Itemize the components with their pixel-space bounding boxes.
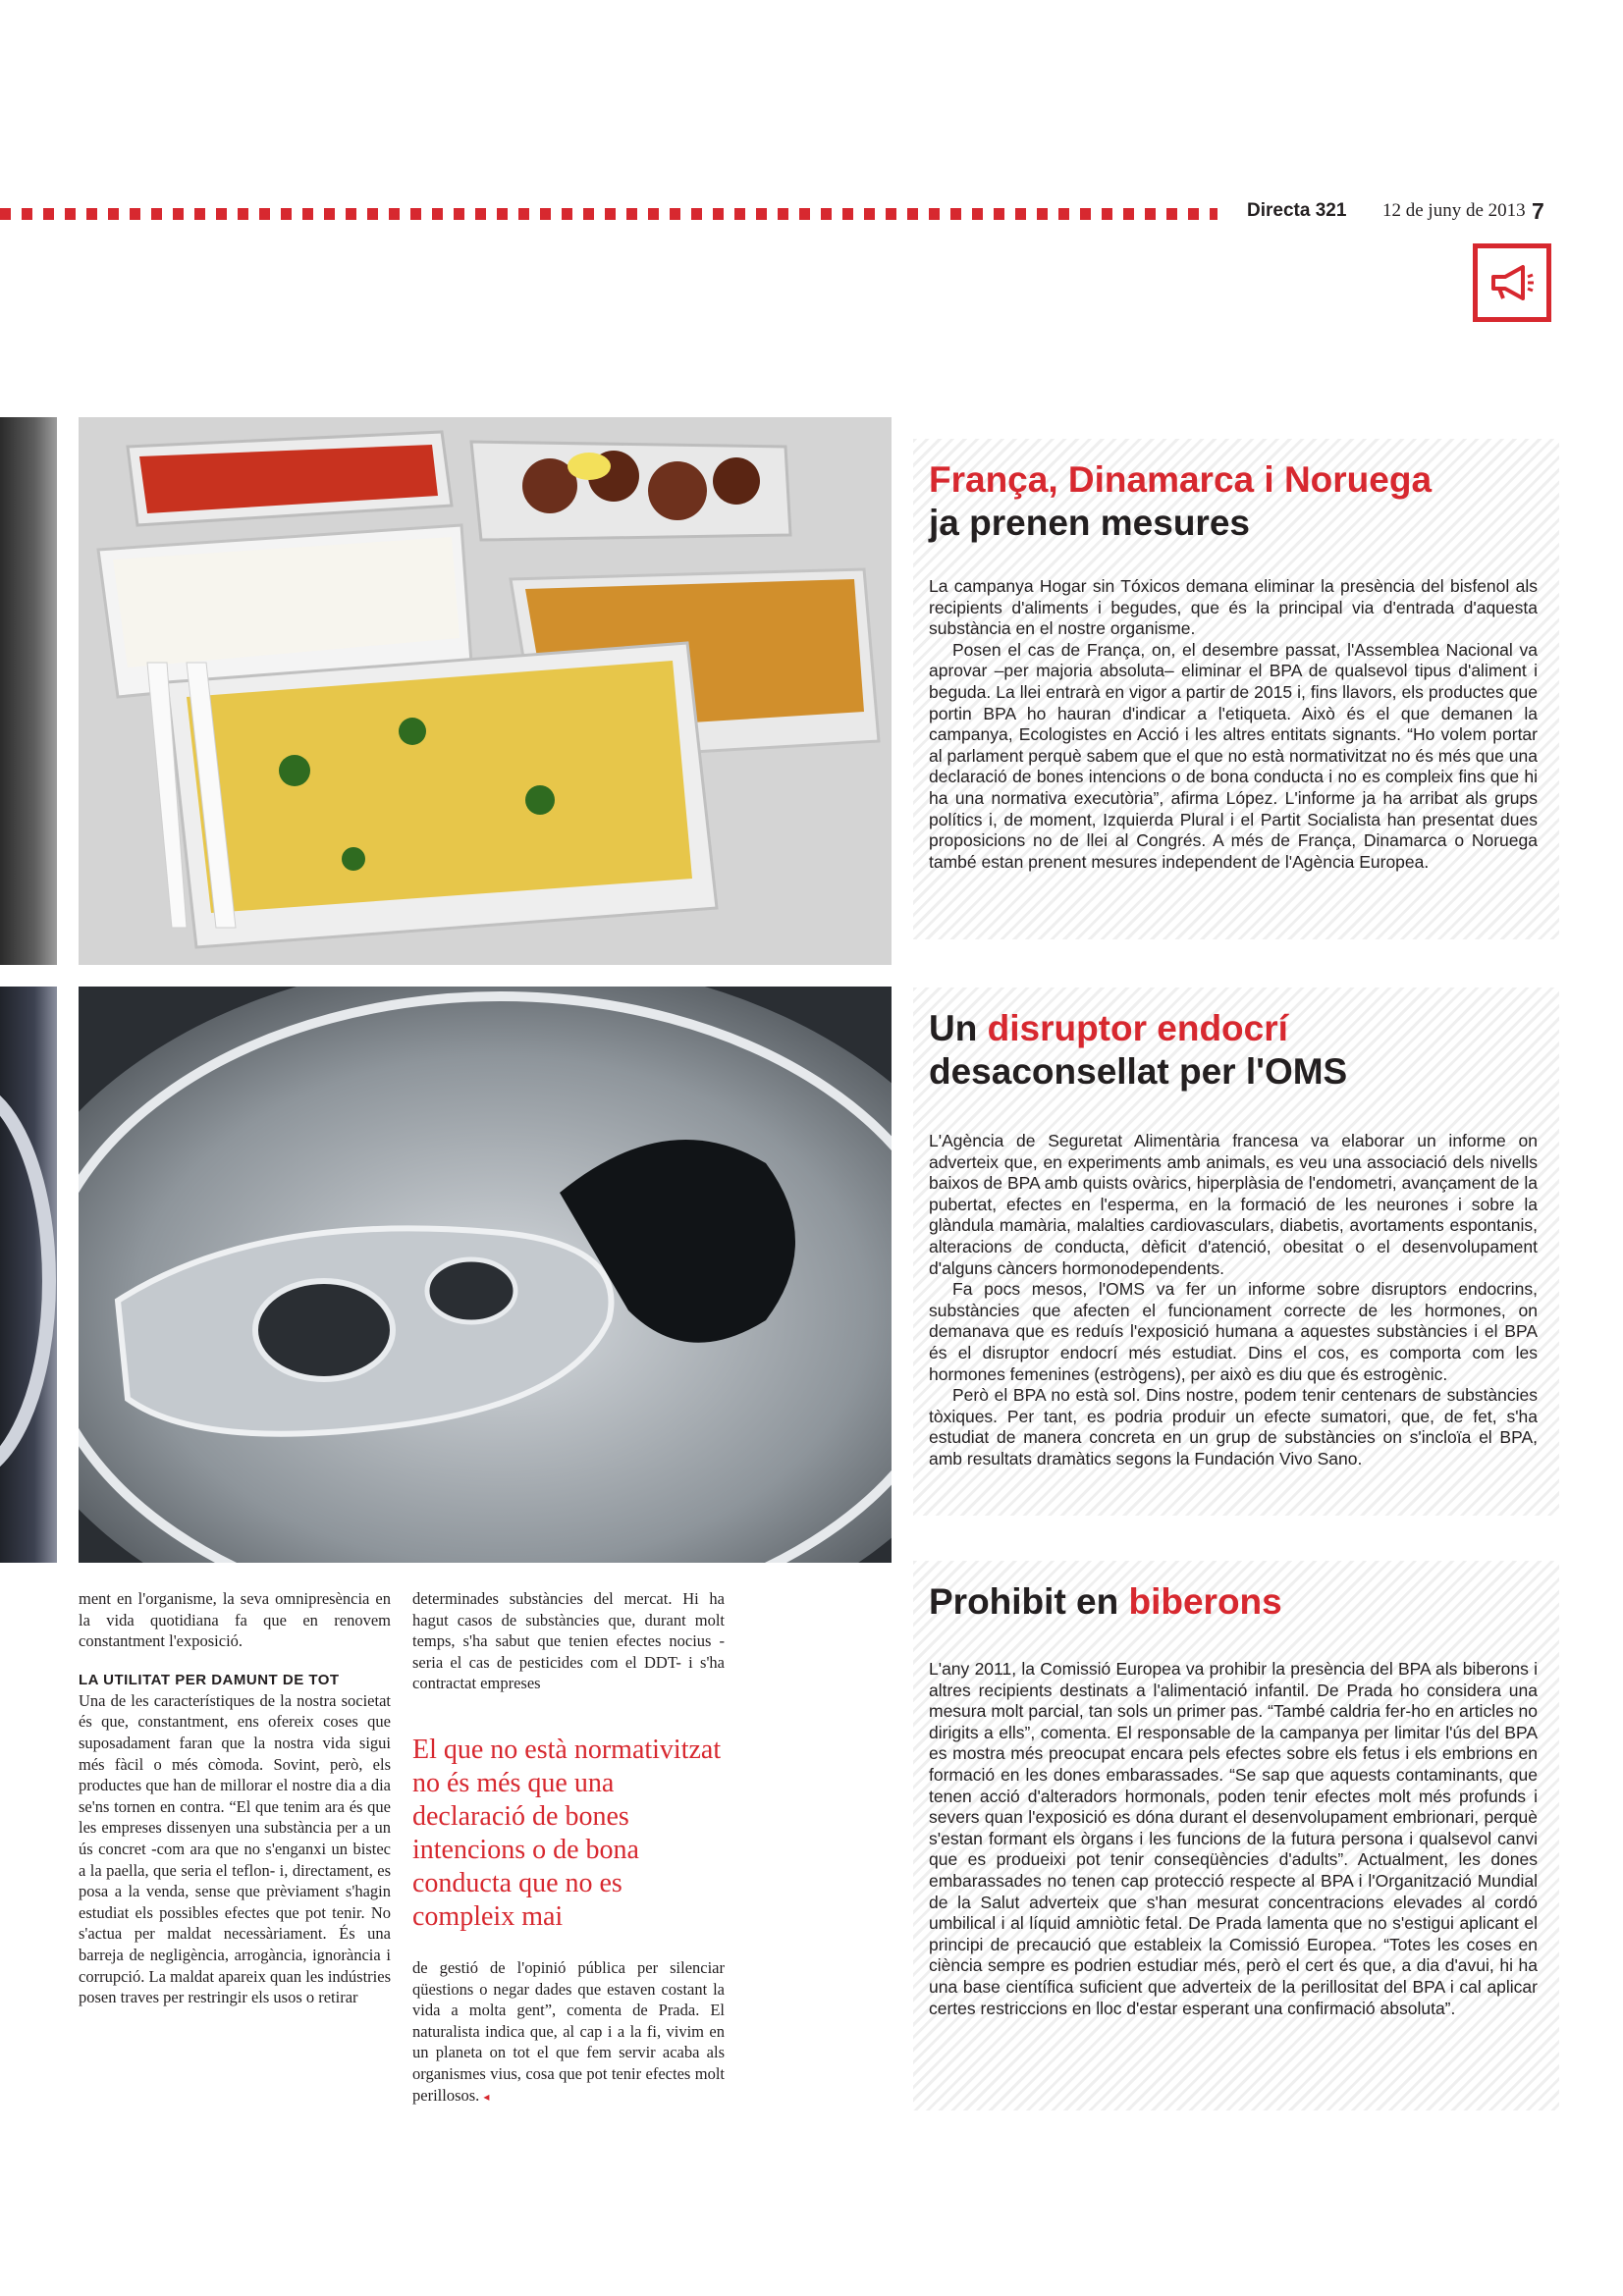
sidebar3-title xyxy=(929,1580,1282,1624)
sidebar2-paragraph: Però el BPA no està sol. Dins nostre, podem tenir centenars de substàncies tòxiques. Per tant, es podria produir un efecte sumatori, que, de fet, s'ha estudiat de manera concreta en un grup de substàncies on s'incloïa el BPA, amb resultats dramàtics segons la Fundación Vivo Sano. xyxy=(929,1385,1538,1468)
sidebar3-title-pre: Prohibit en xyxy=(929,1581,1129,1622)
sidebar3-paragraph: L'any 2011, la Comissió Europea va prohibir la presència del BPA als biberons i altres recipients destinats a l'alimentació infantil. De Prada ho considera una mesura molt parcial, tan sols un primer pas. “També caldria fer-ho en articles no dirigits a ells”, comenta. El responsable de la campanya per limitar l'ús del BPA es mostra més preocupat encara pels efectes sobre els fetus i els embrions en formació en les dones embarassades. “Se sap que aquests contaminants, que tenen acció d'alteradors hormonals, poden tenir efectes molt més profunds i severs quan l'exposició es dóna durant el desenvolupament embrionari, perquè s'estan formant els òrgans i les funcions de la futura persona i qualsevol canvi que es produeixi pot tenir conseqüències d'adults”. Actualment, les dones embarassades no tenen cap protecció respecte al BPA i l'Organització Mundial de la Salut adverteix que s'han mesurat concentracions elevades al cordó umbilical i al líquid amniòtic fetal. De Prada lamenta que no s'estigui aplicant el principi de precaució que estableix la Comissió Europea. “Totes les coses en ciència sempre es podrien estudiar més, però el cert és que, a dia d'avui, hi ha una base científica suficient que adverteix de la perillositat del BPA i cal aplicar certes restriccions en lloc d'estar esperant una confirmació absoluta”. xyxy=(929,1659,1538,2018)
megaphone-icon xyxy=(1473,243,1551,322)
body-column-2-bottom xyxy=(412,1957,725,2108)
sidebar2-title-line1 xyxy=(929,1007,1288,1050)
pull-quote: El que no està normativitzat no és més que una declaració de bones intencions o de bona conducta que no es compleix mai xyxy=(412,1735,722,1932)
sidebar2-paragraph: L'Agència de Seguretat Alimentària francesa va elaborar un informe on adverteix que, en experiments amb animals, es veu una associació dels nivells baixos de BPA amb quists ovàrics, hiperplàsia de l'endometri, avançament de la pubertat, efectes en l'esperma, en la formació de les neurones i sobre la glàndula mamària, malalties cardiovasculars, diabetis, avortaments espontanis, alteracions de conducta, dèficit d'atenció, obesitat o el desenvolupament d'alguns càncers hormonodependents. xyxy=(929,1131,1538,1278)
body-paragraph xyxy=(412,1957,725,2108)
body-paragraph-text: de gestió de l'opinió pública per silenciar qüestions o negar dades que estaven costant la vida a molta gent”, comenta de Prada. El naturalista indica que, al cap i a la fi, vivim en un planeta on tot el que fem servir acaba als organismes vius, cosa que pot tenir efectes molt perillosos. xyxy=(412,1958,725,2105)
sidebar2-paragraph: Fa pocs mesos, l'OMS va fer un informe sobre disruptors endocrins, substàncies que afecten el funcionament correcte de les hormones, on demanava que es reduís l'exposició humana a aquestes substàncies i el BPA és el disruptor endocrí més estudiat. Dins el cos, es comporta com les hormones femenines (estrògens), per això es diu que és estrogènic. xyxy=(929,1279,1538,1384)
sidebar1-paragraph: La campanya Hogar sin Tóxicos demana eliminar la presència del bisfenol als recipients d'aliments i begudes, que és la principal via d'entrada d'aquesta substància en el nostre organisme. xyxy=(929,576,1538,639)
sidebar2-title-line2: desaconsellat per l'OMS xyxy=(929,1051,1348,1092)
issue-date: 12 de juny de 2013 xyxy=(1382,200,1526,221)
end-mark-icon: ◂ xyxy=(483,2089,490,2104)
body-column-2-top xyxy=(412,1588,725,1694)
sidebar1-title-red: França, Dinamarca i Noruega xyxy=(929,459,1433,500)
sidebar-endocrine-disruptor xyxy=(913,988,1559,1516)
photo-food-containers xyxy=(79,417,892,965)
publication-name: Directa 321 xyxy=(1247,200,1347,221)
sidebar2-text xyxy=(929,1131,1538,1470)
body-paragraph: Una de les característiques de la nostra societat és que, constantment, ens ofereix coses que suposadament faran que la nostra vida sigui més fàcil o més còmoda. Sovint, però, els productes que han de millorar el nostre dia a dia se'ns tornen en contra. “El que tenim ara és que les empreses dissenyen una substància per a un ús concret -com ara que no s'enganxi un bistec a la paella, que seria el teflon- i, directament, es posa a la venda, sense que prèviament s'hagin estudiat els possibles efectes que pot tenir. No s'actua per maldat necessàriament. És una barreja de negligència, arrogància, ignorància i corrupció. La maldat apareix quan les indústries posen traves per restringir els usos o retirar xyxy=(79,1690,391,2007)
sidebar-france-denmark-norway xyxy=(913,439,1559,939)
cropped-photo-disc xyxy=(0,987,57,1563)
body-paragraph: determinades substàncies del mercat. Hi ha hagut casos de substàncies que, durant molt temps, s'ha sabut que tenien efectes nocius -seria el cas de pesticides com el DDT- i s'ha contractat empreses xyxy=(412,1589,725,1693)
page-number: 7 xyxy=(1532,198,1544,224)
sidebar1-paragraph: Posen el cas de França, on, el desembre passat, l'Assemblea Nacional va aprovar –per majoria absoluta– eliminar el BPA de qualsevol tipus d'aliment i beguda. La llei entrarà en vigor a partir de 2015 i, fins llavors, els productes que portin BPA ho hauran d'indicar a l'etiqueta. Això és el que demanen la campanya, Ecologistes en Acció i les altres entitats signants. “Ho volem portar al parlament perquè sabem que el que no està normativitzat no és més que una declaració de bones intencions o de bona conducta i no es compleix fins que hi ha una normativa executòria”, afirma López. L'informe ja ha arribat als grups polítics i, de moment, Izquierda Plural i el Partit Socialista han presentat dues proposicions no de llei al Congrés. A més de França, Dinamarca o Noruega també estan prenent mesures independent de l'Agència Europea. xyxy=(929,639,1538,872)
section-subhead: LA UTILITAT PER DAMUNT DE TOT xyxy=(79,1671,340,1688)
sidebar3-text xyxy=(929,1659,1538,2019)
sidebar2-title-red: disruptor endocrí xyxy=(987,1008,1288,1048)
header-dash-rule xyxy=(0,208,1217,220)
sidebar3-title-red: biberons xyxy=(1128,1581,1282,1622)
photo-can-pull-tab xyxy=(79,987,892,1563)
sidebar1-text xyxy=(929,576,1538,873)
sidebar2-title-pre: Un xyxy=(929,1008,988,1048)
body-column-1 xyxy=(79,1588,391,2008)
sidebar-baby-bottles xyxy=(913,1561,1559,2110)
sidebar1-title: ja prenen mesures xyxy=(929,503,1250,543)
cropped-photo-left-top xyxy=(0,417,57,965)
body-paragraph: ment en l'organisme, la seva omnipresència en la vida quotidiana fa que en renovem constantment l'exposició. xyxy=(79,1589,391,1651)
